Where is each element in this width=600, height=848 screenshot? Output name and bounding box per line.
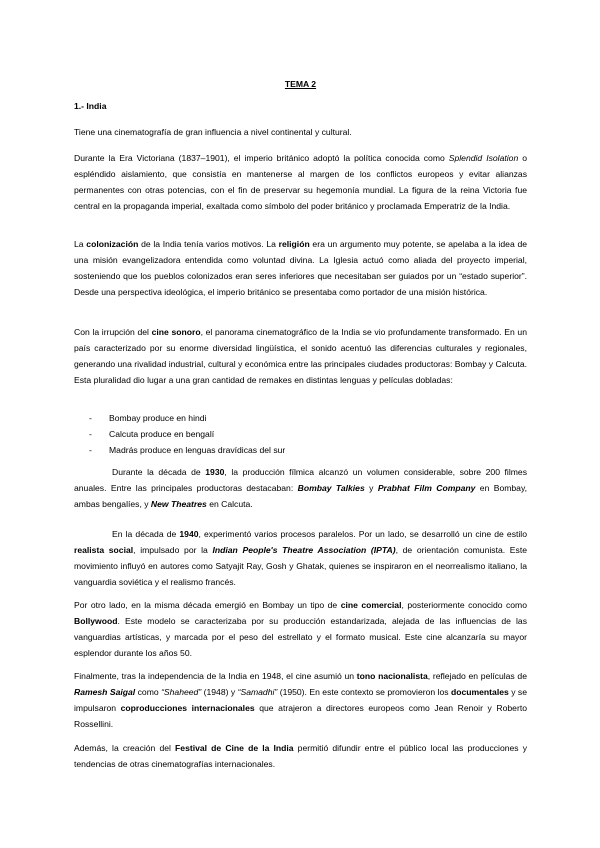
paragraph-nationalism: Finalmente, tras la independencia de la India en 1948, el cine asumió un tono nacionalista, reflejado en películas de Ramesh Saigal como “Shaheed” (1948) y “Samadhi” (1950). En este contexto se promovieron los documentales y se impulsaron coproducciones internacionales que atrajeron a directores europeos como Jean Renoir y Roberto Rossellini. — [74, 671, 528, 729]
section-heading: 1.- India — [74, 101, 107, 111]
paragraph-bollywood: Por otro lado, en la misma década emergió en Bombay un tipo de cine comercial, posteriormente conocido como Bollywood. Este modelo se caracterizaba por su producción estandarizada, alejada de las influencias de las vanguardias artísticas, y marcada por el peso del estrellato y el formato musical. Este cine alcanzaría su mayor esplendor durante los años 50. — [74, 600, 527, 658]
list-item: - Calcuta produce en bengalí — [74, 426, 527, 442]
paragraph-1930s: Durante la década de 1930, la producción fílmica alcanzó un volumen considerable, sobre 200 filmes anuales. Entre las principales productoras destacaban: Bombay Talkies y Prabhat Film Company en Bombay, ambas bengalíes, y New Theatres en Calcuta. — [74, 467, 528, 509]
list-item: - Bombay produce en hindi — [74, 410, 527, 426]
language-list — [74, 410, 527, 458]
paragraph-sound-cinema: Con la irrupción del cine sonoro, el panorama cinematográfico de la India se vio profundamente transformado. En un país caracterizado por su enorme diversidad lingüística, el sonido acentuó las diferencias culturales y regionales, generando una rivalidad industrial, cultural y económica entre las principales ciudades productoras: Bombay y Calcuta. Esta pluralidad dio lugar a una gran cantidad de remakes en distintas lenguas y películas dobladas: — [74, 327, 527, 385]
page-title: TEMA 2 — [284, 79, 317, 89]
paragraph-1940s: En la década de 1940, experimentó varios procesos paralelos. Por un lado, se desarrolló un cine de estilo realista social, impulsado por la Indian People's Theatre Association (IPTA), de orientación comunista. Este movimiento influyó en autores como Satyajit Ray, Gosh y Ghatak, quienes se inspiraron en el neorrealismo italiano, la vanguardia soviética y el realismo francés. — [74, 529, 527, 587]
paragraph-victorian-era: Durante la Era Victoriana (1837–1901), el imperio británico adoptó la política conocida como Splendid Isolation o espléndido aislamiento, que consistía en mantenerse al margen de los conflictos europeos y evitar alianzas permanentes con otras potencias, con el fin de preservar su hegemonía mundial. La figura de la reina Victoria fue central en la propaganda imperial, exaltada como símbolo del poder británico y proclamada Emperatriz de la India. — [74, 153, 528, 211]
paragraph-colonization: La colonización de la India tenía varios motivos. La religión era un argumento muy potente, se apelaba a la idea de una misión evangelizadora entendida como voluntad divina. La Iglesia actuó como aliada del proyecto imperial, sosteniendo que los pueblos colonizados eran seres inferiores que necesitaban ser guiados por un “estado superior”. Desde una perspectiva ideológica, el imperio británico se presentaba como portador de una misión histórica. — [74, 239, 528, 297]
paragraph-intro: Tiene una cinematografía de gran influencia a nivel continental y cultural. — [74, 127, 352, 137]
list-item: - Madrás produce en lenguas dravídicas del sur — [74, 442, 527, 458]
paragraph-festival: Además, la creación del Festival de Cine de la India permitió difundir entre el público local las producciones y tendencias de otras cinematografías internacionales. — [74, 743, 527, 769]
